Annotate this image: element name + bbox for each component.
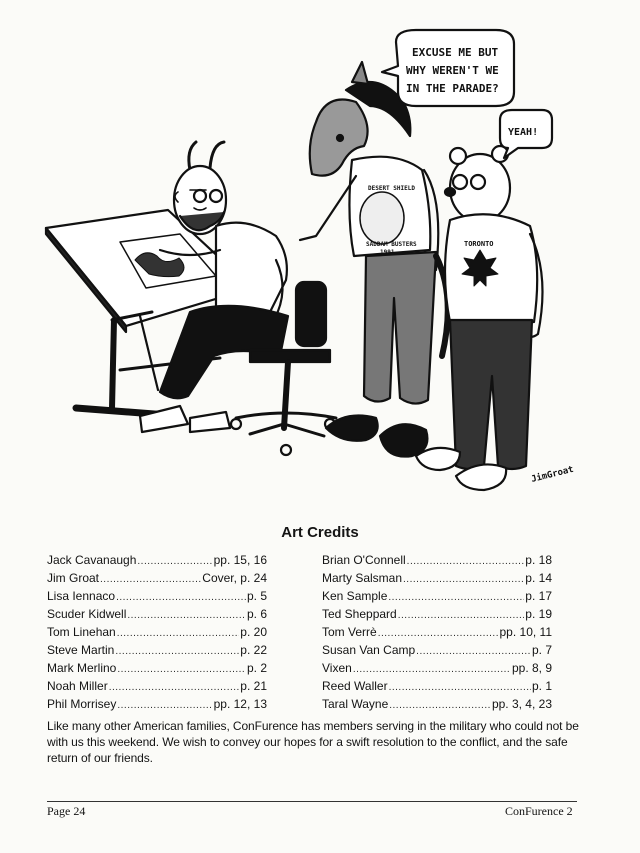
credit-row <box>322 696 552 714</box>
credit-row <box>322 660 552 678</box>
credit-row <box>322 570 552 588</box>
credit-pages: p. 21 <box>240 679 267 693</box>
credit-artist-name: Scuder Kidwell <box>47 607 127 621</box>
horse-character <box>300 62 448 457</box>
speech-line-2: WHY WEREN'T WE <box>406 64 499 77</box>
credit-pages: p. 7 <box>531 643 552 657</box>
credit-row <box>322 606 552 624</box>
dot-leader <box>416 644 531 660</box>
credit-pages: pp. 3, 4, 23 <box>491 697 552 711</box>
credit-pages: p. 5 <box>246 589 267 603</box>
credit-pages: p. 22 <box>240 643 267 657</box>
credit-pages: p. 2 <box>246 661 267 675</box>
credit-pages: pp. 10, 11 <box>499 625 552 639</box>
dot-leader <box>100 572 201 588</box>
credit-pages: pp. 12, 13 <box>213 697 267 711</box>
horse-shirt-text-2: SADDAM BUSTERS <box>366 241 417 248</box>
credit-pages: p. 20 <box>240 625 267 639</box>
horse-shirt-text-1: DESERT SHIELD <box>368 185 415 192</box>
credit-pages: pp. 15, 16 <box>213 553 267 567</box>
dot-leader <box>117 626 240 642</box>
dot-leader <box>127 608 246 624</box>
dot-leader <box>407 554 525 570</box>
dedication-note: Like many other American families, ConFurence has members serving in the military who could not be with us this weekend. We wish to convey our hopes for a swift resolution to the conflict, and the safe return of our friends. <box>47 719 579 765</box>
dot-leader <box>116 590 246 606</box>
credits-title: Art Credits <box>281 524 359 541</box>
credit-row <box>47 588 267 606</box>
credit-artist-name: Jack Cavanaugh <box>47 553 137 567</box>
credit-artist-name: Lisa Iennaco <box>47 589 116 603</box>
credit-row <box>47 696 267 714</box>
credit-row <box>322 588 552 606</box>
credit-row <box>322 624 552 642</box>
artist-signature: JimGroat <box>530 464 575 485</box>
credit-artist-name: Ted Sheppard <box>322 607 397 621</box>
credit-pages: p. 14 <box>525 571 552 585</box>
credit-pages: p. 1 <box>531 679 552 693</box>
credit-artist-name: Marty Salsman <box>322 571 403 585</box>
credit-row <box>47 606 267 624</box>
dot-leader <box>109 680 240 696</box>
footer-rule <box>47 801 577 802</box>
credit-row <box>322 642 552 660</box>
dot-leader <box>378 626 499 642</box>
dot-leader <box>353 662 511 678</box>
credit-artist-name: Taral Wayne <box>322 697 389 711</box>
speech-line-1: EXCUSE ME BUT <box>412 46 499 59</box>
dot-leader <box>137 554 212 570</box>
credit-row <box>47 660 267 678</box>
credit-row <box>47 570 267 588</box>
dot-leader <box>403 572 524 588</box>
dot-leader <box>398 608 525 624</box>
credit-artist-name: Phil Morrisey <box>47 697 117 711</box>
credit-artist-name: Vixen <box>322 661 352 675</box>
credit-pages: p. 19 <box>525 607 552 621</box>
credit-row <box>47 678 267 696</box>
credit-row <box>47 552 267 570</box>
credit-artist-name: Tom Verrè <box>322 625 377 639</box>
bear-shirt-text: TORONTO <box>464 240 494 248</box>
credits-list-left <box>47 552 267 714</box>
credit-pages: p. 18 <box>525 553 552 567</box>
credit-pages: p. 17 <box>525 589 552 603</box>
dot-leader <box>117 662 246 678</box>
page-number: Page 24 <box>47 804 86 818</box>
dot-leader <box>388 590 524 606</box>
speech-reply-text: YEAH! <box>508 127 539 138</box>
speech-line-3: IN THE PARADE? <box>406 82 499 95</box>
dot-leader <box>389 680 531 696</box>
credit-artist-name: Jim Groat <box>47 571 100 585</box>
credit-artist-name: Steve Martin <box>47 643 115 657</box>
credit-artist-name: Susan Van Camp <box>322 643 416 657</box>
dot-leader <box>115 644 239 660</box>
horse-shirt-text-3: 1991 <box>380 249 395 256</box>
publication-name: ConFurence 2 <box>505 804 573 818</box>
credit-row <box>322 678 552 696</box>
credits-list-right <box>322 552 552 714</box>
dot-leader <box>389 698 491 714</box>
credit-row <box>47 624 267 642</box>
credit-artist-name: Brian O'Connell <box>322 553 406 567</box>
dot-leader <box>117 698 212 714</box>
credit-row <box>47 642 267 660</box>
credit-artist-name: Tom Linehan <box>47 625 116 639</box>
credit-artist-name: Noah Miller <box>47 679 108 693</box>
credit-artist-name: Ken Sample <box>322 589 388 603</box>
credit-row <box>322 552 552 570</box>
credit-pages: pp. 8, 9 <box>511 661 552 675</box>
credit-artist-name: Reed Waller <box>322 679 388 693</box>
credit-pages: p. 6 <box>246 607 267 621</box>
credit-artist-name: Mark Merlino <box>47 661 117 675</box>
cartoon-illustration <box>40 20 600 510</box>
credit-pages: Cover, p. 24 <box>202 571 267 585</box>
